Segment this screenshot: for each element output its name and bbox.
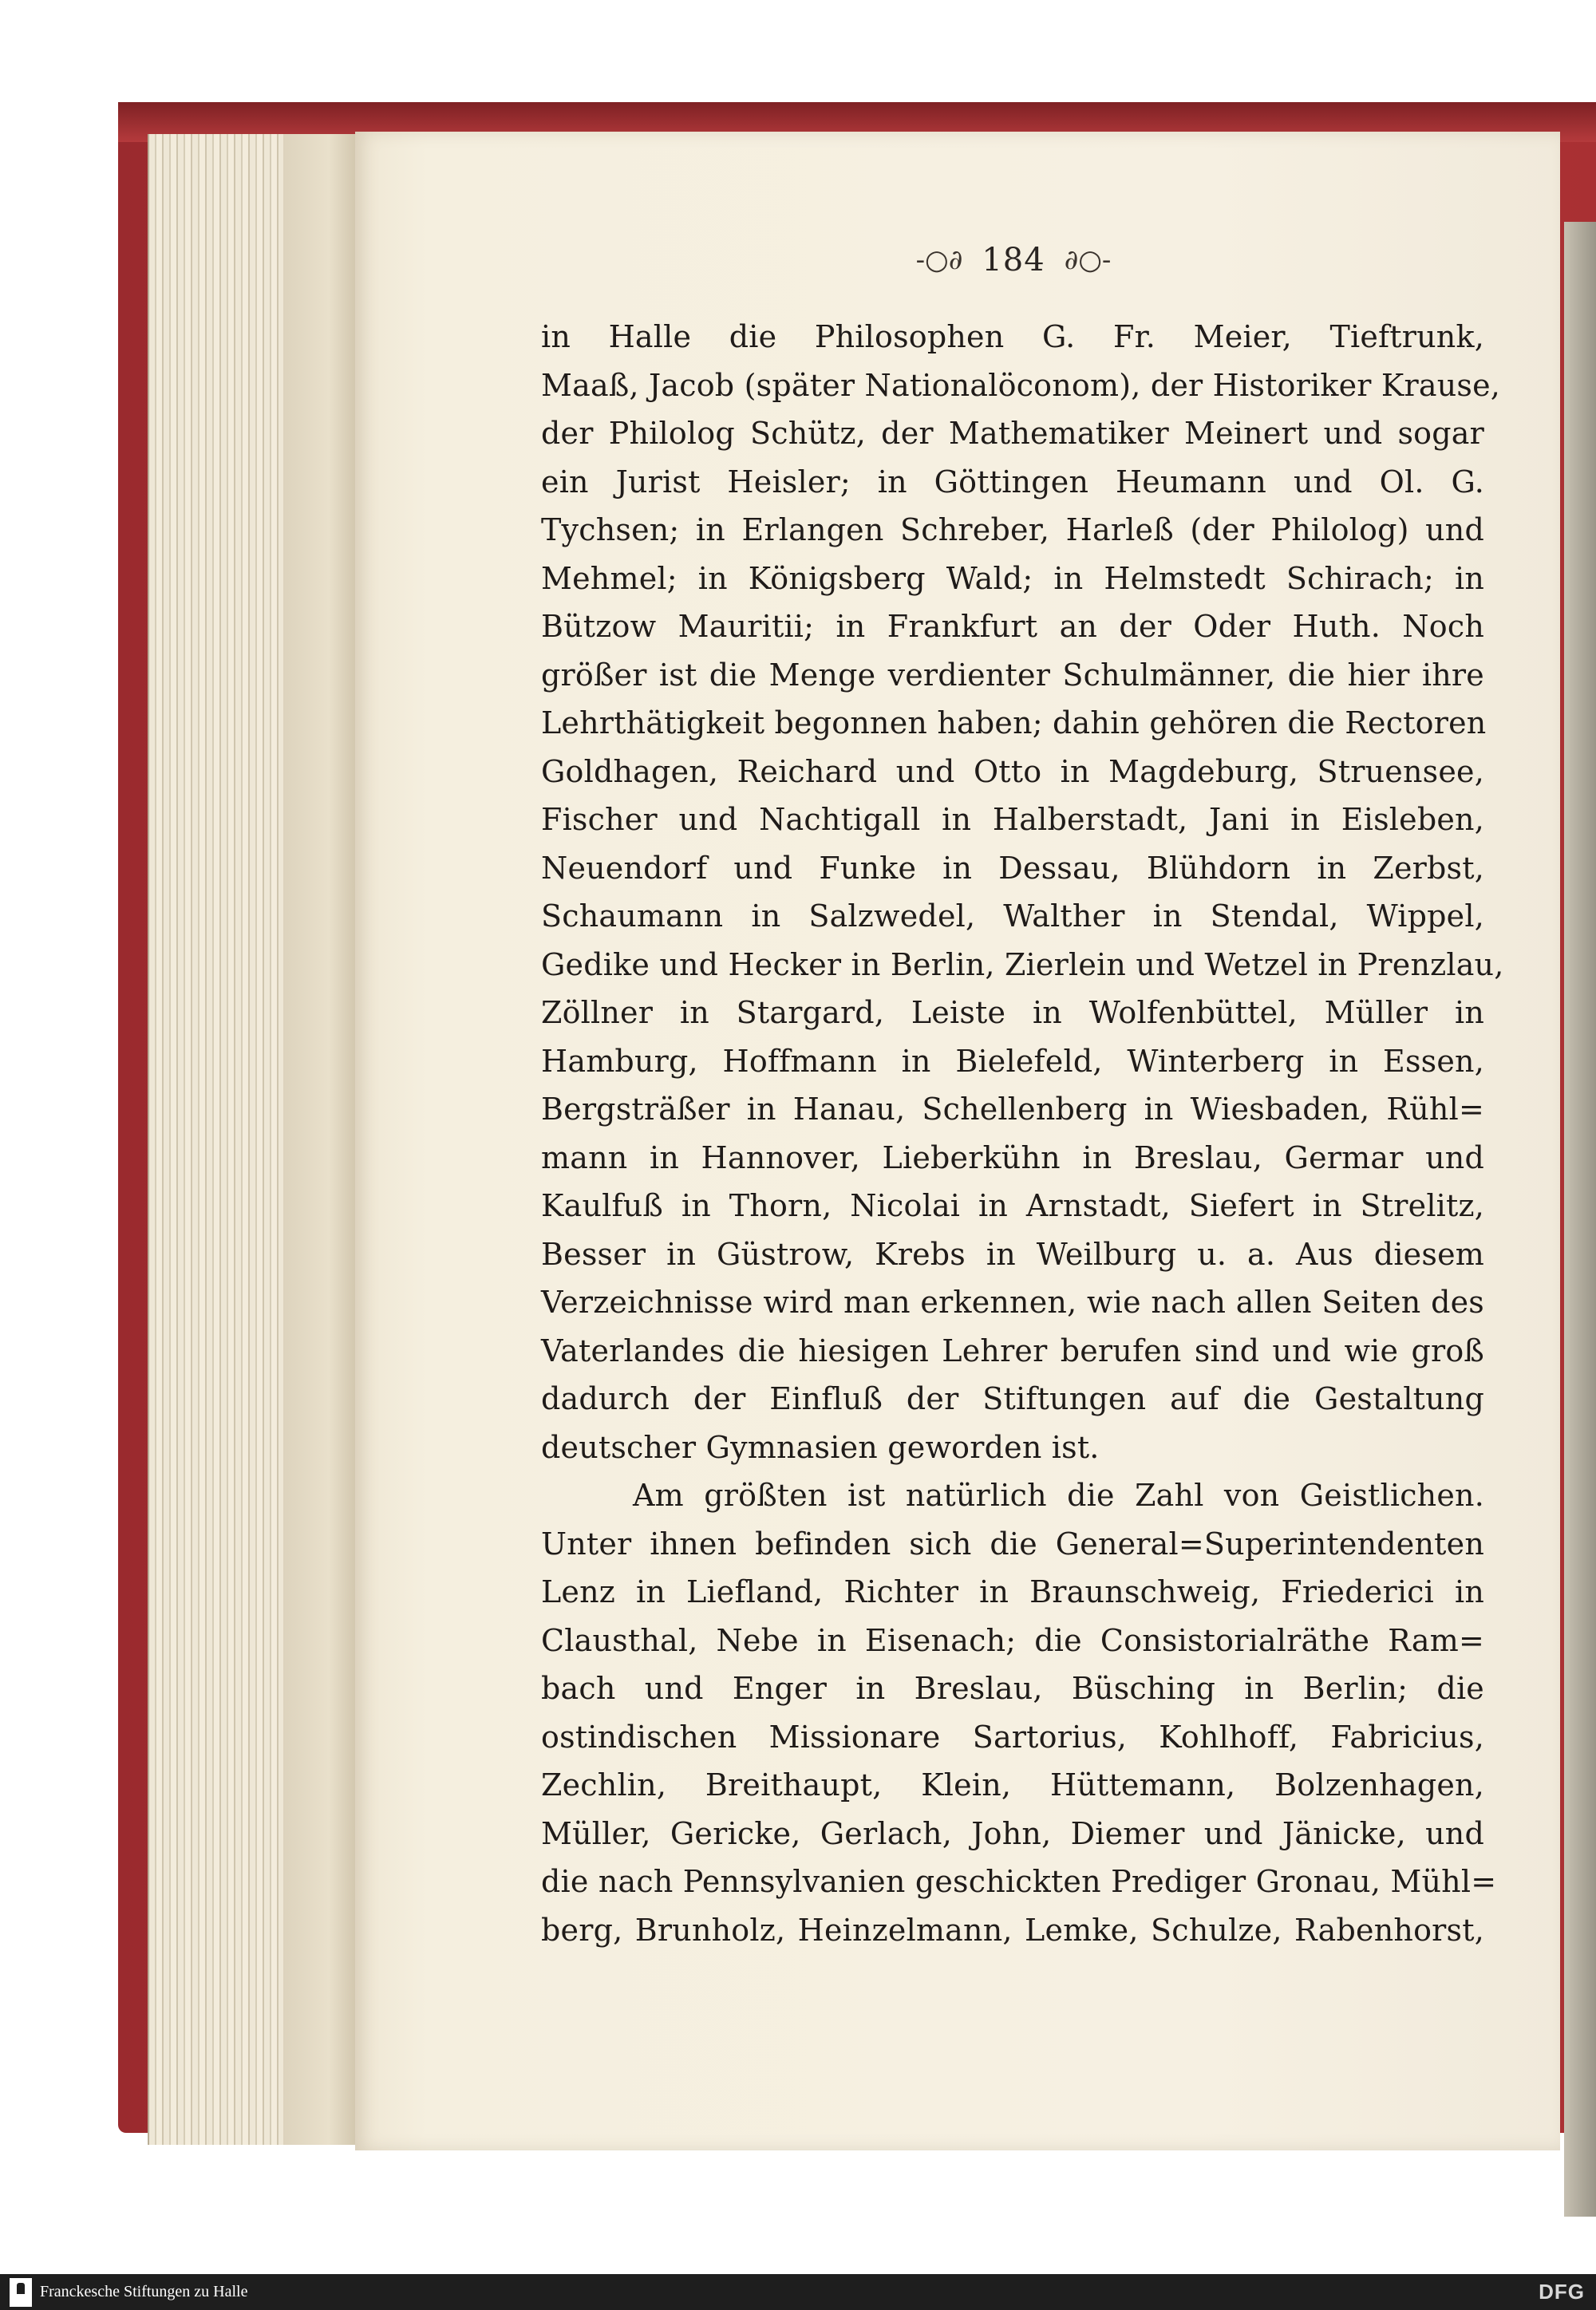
ornament-right-icon: ∂○- [1064, 244, 1112, 276]
text-line: ein Jurist Heisler; in Göttingen Heumann und Ol. G. [541, 464, 1484, 500]
text-line: Besser in Güstrow, Krebs in Weilburg u. a. Aus diesem [541, 1236, 1484, 1272]
ornament-left-icon: -○∂ [915, 244, 963, 276]
text-line: Lehrthätigkeit begonnen haben; dahin gehören die Rectoren [541, 705, 1487, 740]
text-line: Bergsträßer in Hanau, Schellenberg in Wiesbaden, Rühl= [541, 1092, 1484, 1127]
page-header [878, 236, 1149, 284]
text-line: Clausthal, Nebe in Eisenach; die Consistorialräthe Ram= [541, 1622, 1484, 1658]
text-line: berg, Brunholz, Heinzelmann, Lemke, Schulze, Rabenhorst, [541, 1912, 1484, 1948]
text-line: Zechlin, Breithaupt, Klein, Hüttemann, Bolzenhagen, [541, 1767, 1484, 1803]
text-line: Schaumann in Salzwedel, Walther in Stendal, Wippel, [541, 898, 1484, 934]
text-line: in Halle die Philosophen G. Fr. Meier, Tieftrunk, [541, 319, 1484, 354]
text-line: Fischer und Nachtigall in Halberstadt, Jani in Eisleben, [541, 802, 1484, 837]
page-number: 184 [982, 242, 1045, 278]
cover-edge [1564, 222, 1596, 2217]
text-line: Vaterlandes die hiesigen Lehrer berufen sind und wie groß [541, 1333, 1484, 1368]
text-line: größer ist die Menge verdienter Schulmänner, die hier ihre [541, 657, 1484, 693]
footer-bar [0, 2274, 1596, 2310]
text-line: Mehmel; in Königsberg Wald; in Helmstedt Schirach; in [541, 560, 1484, 596]
institution-name: Franckesche Stiftungen zu Halle [40, 2283, 248, 2300]
text-line: Zöllner in Stargard, Leiste in Wolfenbüttel, Müller in [541, 995, 1484, 1030]
text-line: Unter ihnen befinden sich die General=Superintendenten [541, 1526, 1484, 1562]
text-line: Neuendorf und Funke in Dessau, Blühdorn in Zerbst, [541, 850, 1484, 886]
text-line: dadurch der Einfluß der Stiftungen auf die Gestaltung [541, 1381, 1484, 1416]
institution-logo-icon [10, 2278, 32, 2307]
paragraph-first-line: Am größten ist natürlich die Zahl von Geistlichen. [633, 1478, 1484, 1513]
page-stack-edge [283, 134, 359, 2145]
text-line: der Philolog Schütz, der Mathematiker Meinert und sogar [541, 416, 1484, 451]
text-line: Hamburg, Hoffmann in Bielefeld, Winterberg in Essen, [541, 1043, 1484, 1079]
text-line: Maaß, Jacob (später Nationalöconom), der Historiker Krause, [541, 367, 1501, 403]
footer-institution [0, 2278, 247, 2307]
text-line: Kaulfuß in Thorn, Nicolai in Arnstadt, Siefert in Strelitz, [541, 1188, 1484, 1223]
text-line: die nach Pennsylvanien geschickten Prediger Gronau, Mühl= [541, 1864, 1497, 1899]
text-line: mann in Hannover, Lieberkühn in Breslau, Germar und [541, 1139, 1484, 1175]
paragraph-last-line: deutscher Gymnasien geworden ist. [541, 1429, 1100, 1465]
text-line: Verzeichnisse wird man erkennen, wie nach allen Seiten des [541, 1285, 1484, 1320]
text-line: Lenz in Liefland, Richter in Braunschweig, Friederici in [541, 1574, 1484, 1609]
text-line: Tychsen; in Erlangen Schreber, Harleß (der Philolog) und [541, 512, 1484, 547]
text-line: Goldhagen, Reichard und Otto in Magdeburg, Struensee, [541, 753, 1484, 789]
text-line: Gedike und Hecker in Berlin, Zierlein und Wetzel in Prenzlau, [541, 946, 1504, 982]
text-line: ostindischen Missionare Sartorius, Kohlhoff, Fabricius, [541, 1719, 1484, 1755]
body-text [541, 313, 1504, 1954]
dfg-logo: DFG [1539, 2280, 1585, 2304]
text-line: Bützow Mauritii; in Frankfurt an der Oder Huth. Noch [541, 609, 1484, 644]
text-line: Müller, Gericke, Gerlach, John, Diemer und Jänicke, und [541, 1815, 1484, 1851]
text-line: bach und Enger in Breslau, Büsching in Berlin; die [541, 1671, 1484, 1706]
